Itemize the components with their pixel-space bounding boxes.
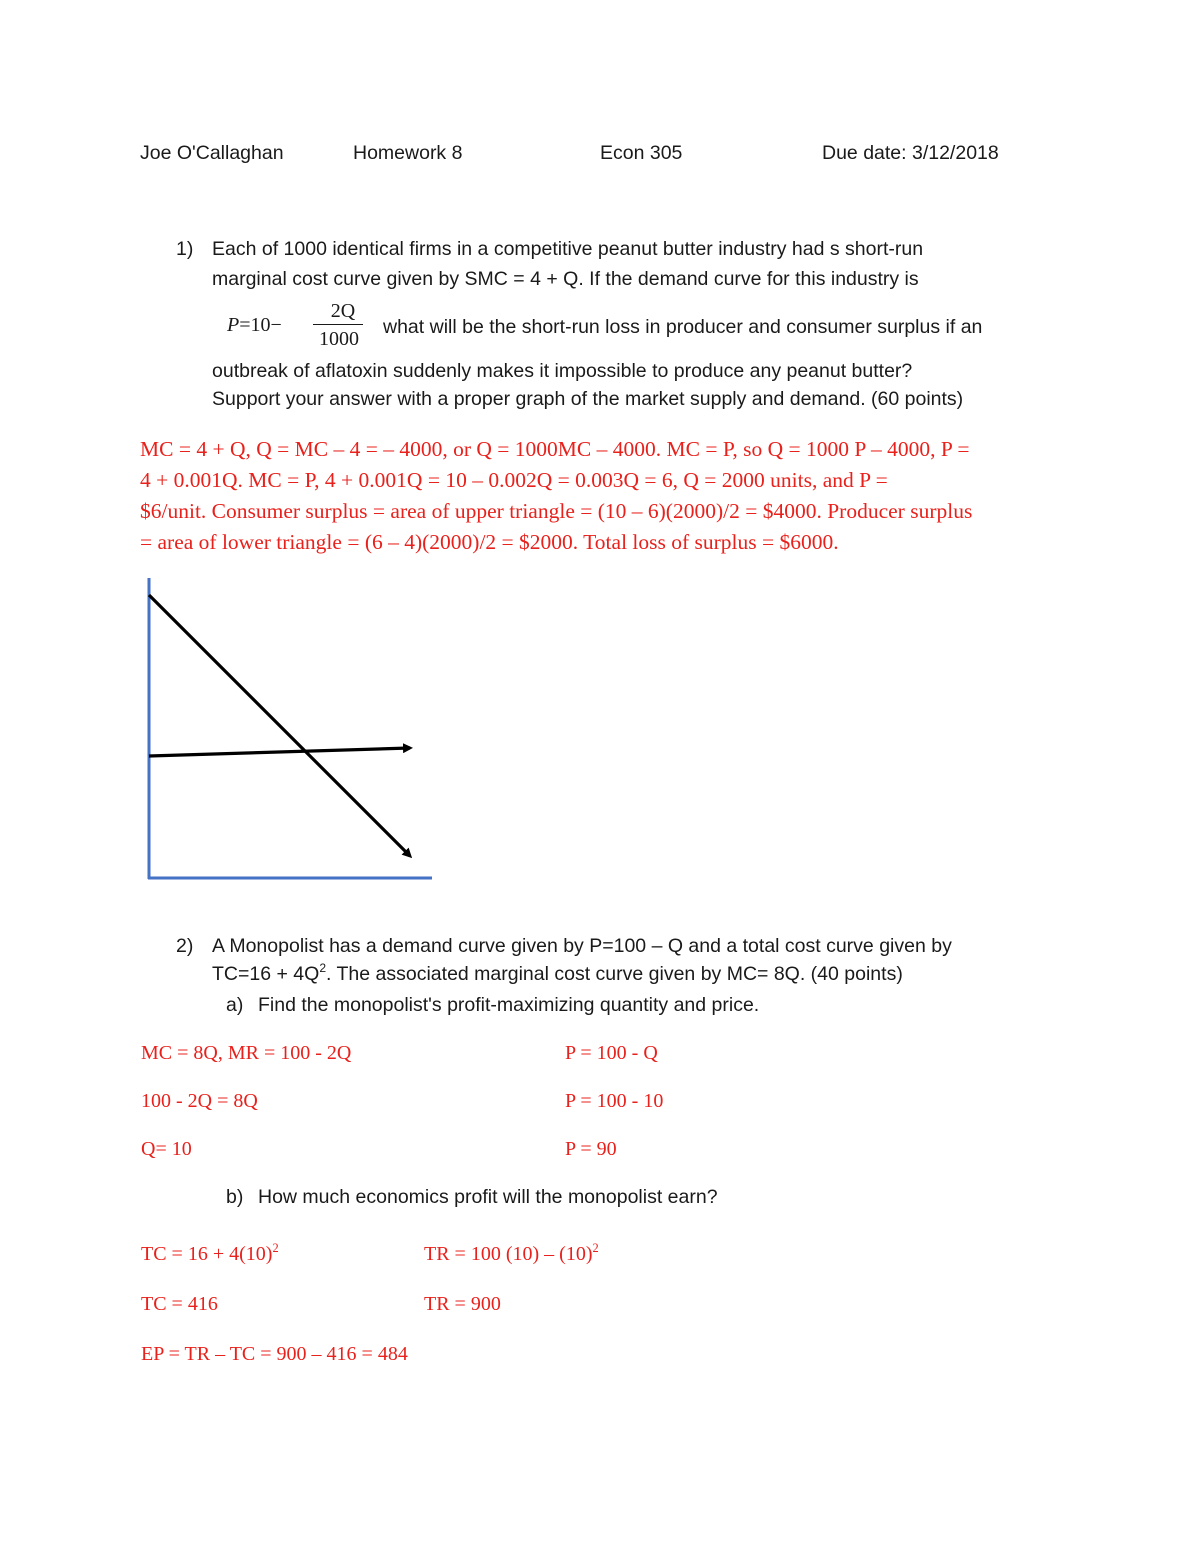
fraction-bar: [313, 324, 363, 325]
total-revenue-result: TR = 900: [424, 1293, 501, 1315]
supply-curve: [149, 748, 410, 756]
total-cost-result: TC = 416: [141, 1293, 218, 1315]
tc-exponent: 2: [319, 961, 327, 976]
economic-profit: EP = TR – TC = 900 – 416 = 484: [141, 1343, 408, 1365]
tc-formula: TC=16 + 4Q: [212, 963, 320, 985]
course-name: Econ 305: [600, 142, 683, 164]
formula-denominator: 1000: [319, 328, 359, 350]
part-a-left-step: 100 - 2Q = 8Q: [141, 1090, 258, 1112]
question-1-line-1: Each of 1000 identical firms in a competitive peanut butter industry had s short-run: [212, 238, 924, 260]
mc-statement: . The associated marginal cost curve given by MC= 8Q. (40 points): [326, 963, 903, 985]
assignment-title: Homework 8: [353, 142, 463, 164]
part-a-right-step: P = 100 - Q: [565, 1042, 658, 1064]
student-name: Joe O'Callaghan: [140, 142, 284, 164]
part-b-question: How much economics profit will the monopolist earn?: [258, 1186, 718, 1208]
question-1-line-3: what will be the short-run loss in producer and consumer surplus if an: [383, 316, 983, 338]
part-a-right-step: P = 100 - 10: [565, 1090, 664, 1112]
question-1-line-5: Support your answer with a proper graph of the market supply and demand. (60 points): [212, 388, 964, 410]
due-date: Due date: 3/12/2018: [822, 142, 999, 164]
answer-line: 4 + 0.001Q. MC = P, 4 + 0.001Q = 10 – 0.002Q = 0.003Q = 6, Q = 2000 units, and P =: [140, 468, 888, 492]
question-1-line-4: outbreak of aflatoxin suddenly makes it impossible to produce any peanut butter?: [212, 360, 913, 382]
part-a-right-step: P = 90: [565, 1138, 617, 1160]
question-2-line-1: A Monopolist has a demand curve given by P=100 – Q and a total cost curve given by: [212, 935, 952, 957]
question-1-line-2: marginal cost curve given by SMC = 4 + Q. If the demand curve for this industry is: [212, 268, 919, 290]
question-2-number: 2): [176, 935, 194, 957]
tr-square: 2: [592, 1240, 599, 1255]
answer-line: $6/unit. Consumer surplus = area of upper triangle = (10 – 6)(2000)/2 = $4000. Producer surplus: [140, 499, 973, 523]
total-revenue-calc: [424, 1240, 599, 1266]
formula-lhs: P: [227, 314, 240, 336]
supply-demand-graph: [140, 572, 440, 888]
part-a-question: Find the monopolist's profit-maximizing quantity and price.: [258, 994, 760, 1016]
question-1-number: 1): [176, 238, 194, 260]
formula-numerator: 2Q: [330, 300, 356, 322]
answer-line: = area of lower triangle = (6 – 4)(2000)/2 = $2000. Total loss of surplus = $6000.: [140, 530, 839, 554]
demand-formula: [227, 300, 367, 356]
tc-expression: TC = 16 + 4(10): [141, 1243, 273, 1265]
tr-expression: TR = 100 (10) – (10): [424, 1243, 593, 1265]
question-1-answer: [140, 434, 1070, 558]
question-2-line-2: [212, 963, 903, 986]
total-cost-calc: [141, 1240, 279, 1266]
tc-square: 2: [272, 1240, 279, 1255]
answer-line: MC = 4 + Q, Q = MC – 4 = – 4000, or Q = 1000MC – 4000. MC = P, so Q = 1000 P – 4000, P =: [140, 437, 970, 461]
part-a-left-step: MC = 8Q, MR = 100 - 2Q: [141, 1042, 352, 1064]
part-a-left-step: Q= 10: [141, 1138, 192, 1160]
demand-curve: [149, 595, 410, 856]
part-b-label: b): [226, 1186, 244, 1208]
formula-equals: =10−: [239, 314, 282, 336]
part-a-label: a): [226, 994, 244, 1016]
